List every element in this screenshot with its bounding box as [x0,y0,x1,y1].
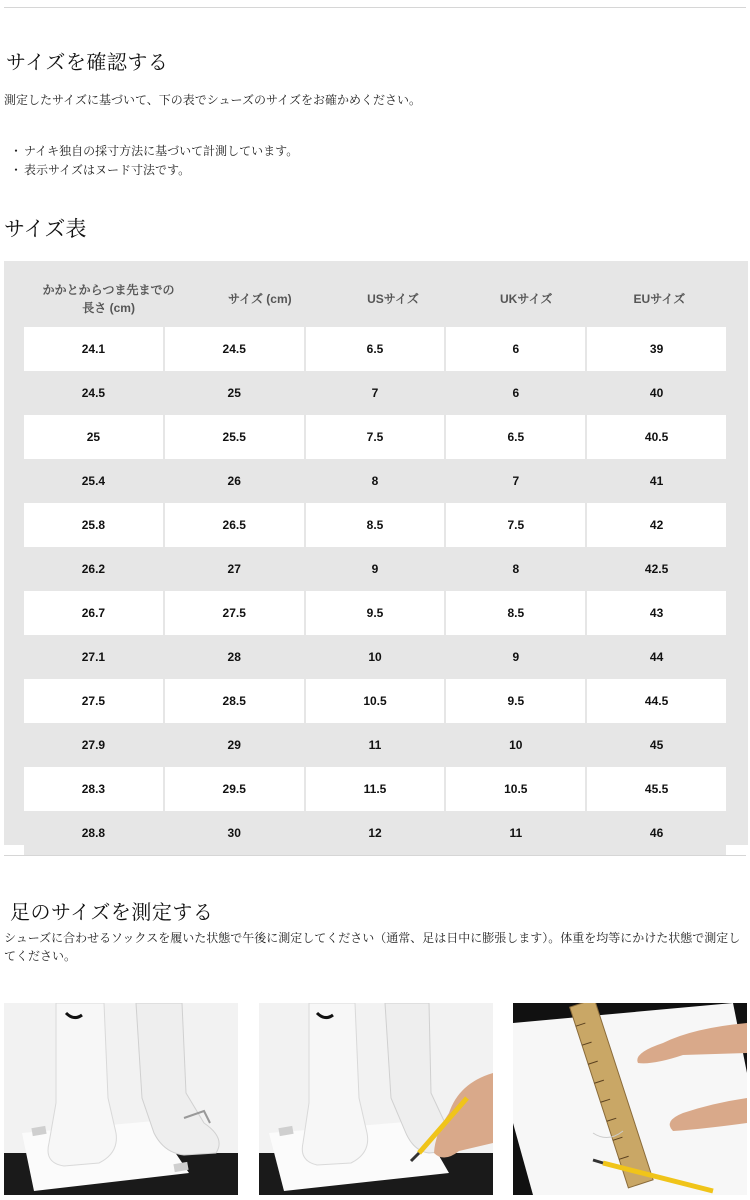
confirm-size-bullets [10,142,298,180]
table-cell: 40.5 [587,415,726,459]
table-cell: 7 [306,371,447,415]
bullet-item: ・ 表示サイズはヌード寸法です。 [10,161,298,180]
table-cell: 40 [587,371,726,415]
table-cell: 8 [306,459,447,503]
table-cell: 10.5 [446,767,587,811]
table-cell: 29 [165,723,306,767]
table-cell: 39 [587,327,726,371]
confirm-size-intro: 測定したサイズに基づいて、下の表でシューズのサイズをお確かめください。 [4,93,422,107]
table-cell: 25 [165,371,306,415]
table-cell: 42 [587,503,726,547]
table-row [24,327,726,371]
table-cell: 41 [587,459,726,503]
table-cell: 6.5 [446,415,587,459]
table-row [24,371,726,415]
table-row [24,591,726,635]
table-cell: 44 [587,635,726,679]
header-heel-toe-length: かかとからつま先までの長さ (cm) [42,283,175,315]
table-cell: 45.5 [587,767,726,811]
table-cell: 26 [165,459,306,503]
table-cell: 27.5 [165,591,306,635]
table-row [24,723,726,767]
table-cell: 8.5 [446,591,587,635]
table-cell: 27.9 [24,723,165,767]
table-cell: 25.8 [24,503,165,547]
table-row [24,811,726,855]
table-cell: 25.4 [24,459,165,503]
table-row [24,767,726,811]
top-divider [4,7,746,8]
table-row [24,635,726,679]
bullet-item: ・ ナイキ独自の採寸方法に基づいて計測しています。 [10,142,298,161]
table-cell: 9.5 [306,591,447,635]
table-row [24,459,726,503]
table-cell: 45 [587,723,726,767]
table-cell: 12 [306,811,447,855]
table-cell: 9.5 [446,679,587,723]
table-cell: 28.5 [165,679,306,723]
measure-foot-heading: 足のサイズを測定する [10,900,214,924]
table-row [24,679,726,723]
table-cell: 9 [446,635,587,679]
confirm-size-heading: サイズを確認する [6,50,169,74]
section-divider [4,855,746,856]
table-cell: 27.5 [24,679,165,723]
table-cell: 7.5 [446,503,587,547]
table-cell: 28.3 [24,767,165,811]
table-cell: 6 [446,371,587,415]
table-cell: 24.1 [24,327,165,371]
table-cell: 24.5 [165,327,306,371]
table-cell: 11 [446,811,587,855]
table-row [24,547,726,591]
table-cell: 7 [446,459,587,503]
size-chart-heading: サイズ表 [4,217,87,241]
table-row [24,415,726,459]
table-cell: 29.5 [165,767,306,811]
table-cell: 6 [446,327,587,371]
table-cell: 9 [306,547,447,591]
header-eu-size: EUサイズ [633,292,686,306]
table-cell: 6.5 [306,327,447,371]
table-body [24,327,726,855]
table-cell: 10 [306,635,447,679]
table-cell: 11.5 [306,767,447,811]
tracing-foot-photo [259,1003,493,1195]
table-cell: 24.5 [24,371,165,415]
header-us-size: USサイズ [367,292,419,306]
table-cell: 28 [165,635,306,679]
table-cell: 25 [24,415,165,459]
table-cell: 26.5 [165,503,306,547]
table-cell: 26.7 [24,591,165,635]
table-cell: 11 [306,723,447,767]
table-cell: 27.1 [24,635,165,679]
table-cell: 27 [165,547,306,591]
table-cell: 8 [446,547,587,591]
table-cell: 44.5 [587,679,726,723]
table-cell: 46 [587,811,726,855]
header-uk-size: UKサイズ [500,292,553,306]
size-chart-table [4,261,748,845]
table-cell: 30 [165,811,306,855]
table-cell: 7.5 [306,415,447,459]
header-size-cm: サイズ (cm) [227,292,292,306]
table-cell: 28.8 [24,811,165,855]
table-row [24,503,726,547]
ruler-measuring-photo [513,1003,747,1195]
feet-on-paper-photo [4,1003,238,1195]
table-header-row [24,271,726,327]
table-cell: 25.5 [165,415,306,459]
table-cell: 10 [446,723,587,767]
table-cell: 43 [587,591,726,635]
measure-foot-description: シューズに合わせるソックスを履いた状態で午後に測定してください（通常、足は日中に膨張します）。体重を均等にかけた状態で測定してください。 [4,931,741,963]
table-cell: 26.2 [24,547,165,591]
table-cell: 8.5 [306,503,447,547]
table-cell: 10.5 [306,679,447,723]
table-cell: 42.5 [587,547,726,591]
